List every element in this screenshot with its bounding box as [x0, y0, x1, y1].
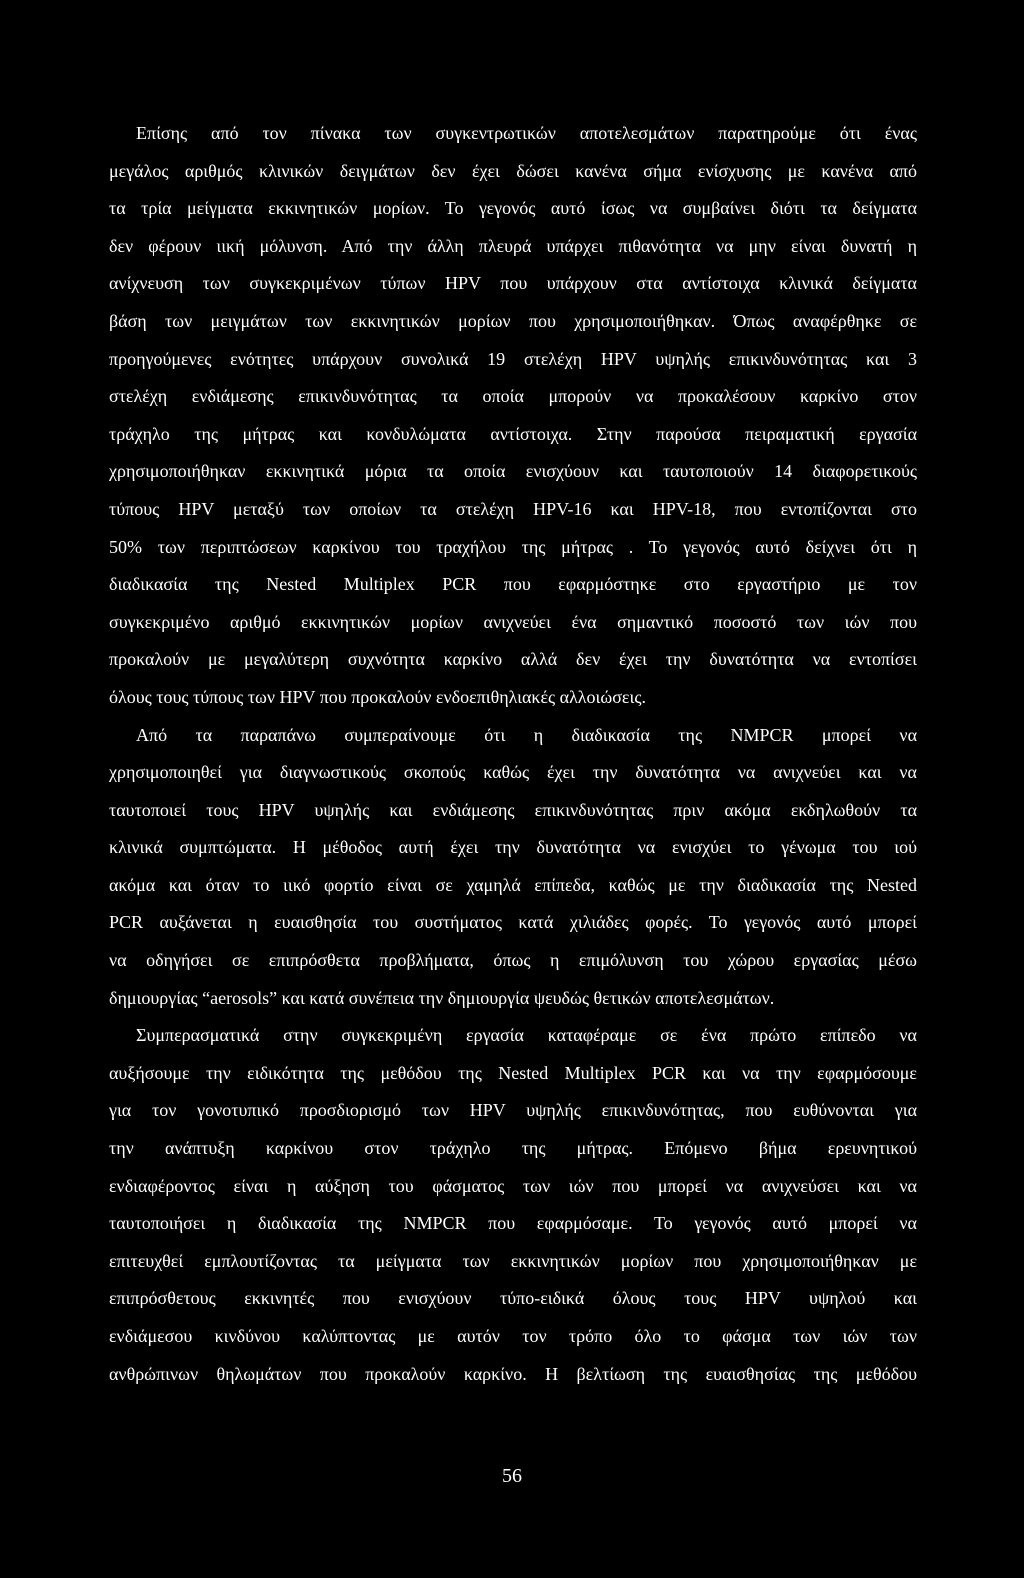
text-line: την ανάπτυξη καρκίνου στον τράχηλο της μήτρας. Επόμενο βήμα ερευνητικού: [109, 1138, 917, 1159]
text-line: να οδηγήσει σε επιπρόσθετα προβλήματα, όπως η επιμόλυνση του χώρου εργασίας μέσω: [109, 950, 917, 971]
text-line: μεγάλος αριθμός κλινικών δειγμάτων δεν έχει δώσει κανένα σήμα ενίσχυσης με κανένα από: [109, 160, 917, 181]
text-line: τύπους HPV μεταξύ των οποίων τα στελέχη HPV-16 και HPV-18, που εντοπίζονται στο: [109, 498, 917, 519]
text-line: συγκεκριμένο αριθμό εκκινητικών μορίων ανιχνεύει ένα σημαντικό ποσοστό των ιών που: [109, 611, 917, 632]
text-line: για τον γονοτυπικό προσδιορισμό των HPV υψηλής επικινδυνότητας, που ευθύνονται για: [109, 1100, 917, 1121]
text-line: διαδικασία της Nested Multiplex PCR που εφαρμόστηκε στο εργαστήριο με τον: [109, 574, 917, 595]
text-line: βάση των μειγμάτων των εκκινητικών μορίων που χρησιμοποιήθηκαν. Όπως αναφέρθηκε σε: [109, 310, 917, 331]
text-line: όλους τους τύπους των HPV που προκαλούν ενδοεπιθηλιακές αλλοιώσεις.: [109, 686, 646, 707]
text-line: στελέχη ενδιάμεσης επικινδυνότητας τα οποία μπορούν να προκαλέσουν καρκίνο στον: [109, 386, 917, 407]
text-line: χρησιμοποιήθηκαν εκκινητικά μόρια τα οποία ενισχύουν και ταυτοποιούν 14 διαφορετικούς: [109, 461, 917, 482]
text-line: τράχηλο της μήτρας και κονδυλώματα αντίστοιχα. Στην παρούσα πειραματική εργασία: [109, 423, 917, 444]
text-line: τα τρία μείγματα εκκινητικών μορίων. Το γεγονός αυτό ίσως να συμβαίνει διότι τα δείγματα: [109, 198, 917, 219]
text-line: ενδιάμεσου κινδύνου καλύπτοντας με αυτόν τον τρόπο όλο το φάσμα των ιών των: [109, 1326, 917, 1346]
text-line: PCR αυξάνεται η ευαισθησία του συστήματος κατά χιλιάδες φορές. Το γεγονός αυτό μπορεί: [109, 912, 917, 933]
text-line: ακόμα και όταν το ιικό φορτίο είναι σε χαμηλά επίπεδα, καθώς με την διαδικασία της Nested: [109, 874, 917, 895]
text-line: προηγούμενες ενότητες υπάρχουν συνολικά 19 στελέχη HPV υψηλής επικινδυνότητας και 3: [109, 348, 917, 369]
text-line: 50% των περιπτώσεων καρκίνου του τραχήλου της μήτρας . Το γεγονός αυτό δείχνει ότι η: [109, 536, 917, 557]
text-line: επιτευχθεί εμπλουτίζοντας τα μείγματα των εκκινητικών μορίων που χρησιμοποιήθηκαν με: [109, 1250, 917, 1271]
text-line: δεν φέρουν ιική μόλυνση. Από την άλλη πλευρά υπάρχει πιθανότητα να μην είναι δυνατή η: [109, 235, 917, 256]
text-line: Συμπερασματικά στην συγκεκριμένη εργασία καταφέραμε σε ένα πρώτο επίπεδο να: [136, 1025, 917, 1046]
text-line: ταυτοποιήσει η διαδικασία της NMPCR που εφαρμόσαμε. Το γεγονός αυτό μπορεί να: [109, 1213, 917, 1234]
text-line: ταυτοποιεί τους HPV υψηλής και ενδιάμεσης επικινδυνότητας πριν ακόμα εκδηλωθούν τα: [109, 799, 917, 820]
text-line: Από τα παραπάνω συμπεραίνουμε ότι η διαδικασία της NMPCR μπορεί να: [136, 724, 917, 745]
text-line: κλινικά συμπτώματα. Η μέθοδος αυτή έχει την δυνατότητα να ενισχύει το γένωμα του ιού: [109, 837, 917, 858]
page-number: 56: [502, 1465, 522, 1487]
text-line: χρησιμοποιηθεί για διαγνωστικούς σκοπούς καθώς έχει την δυνατότητα να ανιχνεύει και να: [109, 762, 917, 783]
body-text: [109, 115, 917, 1393]
text-line: Επίσης από τον πίνακα των συγκεντρωτικών αποτελεσμάτων παρατηρούμε ότι ένας: [136, 123, 917, 143]
text-line: επιπρόσθετους εκκινητές που ενισχύουν τύπο-ειδικά όλους τους HPV υψηλού και: [109, 1288, 917, 1309]
text-line: ενδιαφέροντος είναι η αύξηση του φάσματος των ιών που μπορεί να ανιχνεύσει και να: [109, 1175, 917, 1196]
text-line: ανίχνευση των συγκεκριμένων τύπων HPV που υπάρχουν στα αντίστοιχα κλινικά δείγματα: [109, 273, 917, 294]
text-line: αυξήσουμε την ειδικότητα της μεθόδου της Nested Multiplex PCR και να την εφαρμόσουμε: [109, 1062, 917, 1083]
text-line: ανθρώπινων θηλωμάτων που προκαλούν καρκίνο. Η βελτίωση της ευαισθησίας της μεθόδου: [109, 1363, 917, 1384]
text-line: προκαλούν με μεγαλύτερη συχνότητα καρκίνο αλλά δεν έχει την δυνατότητα να εντοπίσει: [109, 649, 917, 670]
text-line: δημιουργίας “aerosols” και κατά συνέπεια την δημιουργία ψευδώς θετικών αποτελεσμάτων.: [109, 987, 775, 1008]
